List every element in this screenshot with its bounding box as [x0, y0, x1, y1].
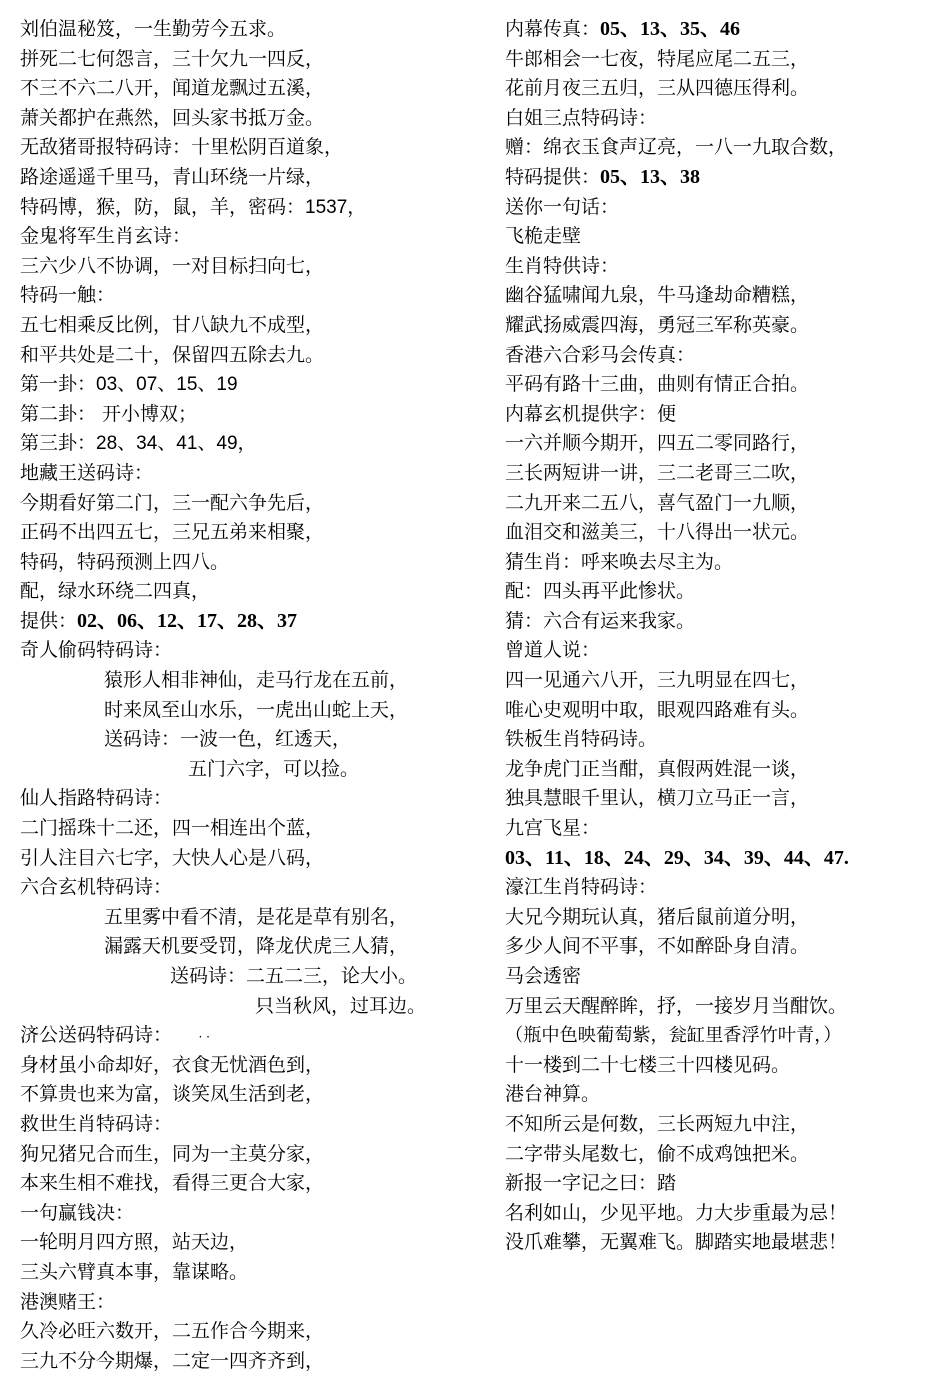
section-heading: 新报一字记之曰：踏 [505, 1172, 677, 1195]
text-line: 赠：绵衣玉食声辽亮，一八一九取合数， [505, 136, 848, 159]
text-line: （瓶中色映葡萄紫，瓮缸里香浮竹叶青，） [505, 1025, 842, 1047]
text-line: 正码不出四五七，三兄五弟来相聚， [20, 521, 325, 544]
section-heading: 内幕玄机提供字：便 [505, 402, 677, 425]
bold-number-list: 02、06、12、17、28、37 [77, 609, 298, 632]
text-line: 不三不六二八开，闻道龙飘过五溪， [20, 77, 325, 100]
right-column [505, 15, 930, 1258]
text-line: 拼死二七何怨言，三十欠九一四反， [20, 47, 325, 70]
text-line: 血泪交和滋美三，十八得出一状元。 [505, 521, 810, 544]
number-list: 28、34、41、49， [96, 433, 257, 455]
text-line: 飞桅走壁 [505, 225, 582, 248]
text-line: 不算贵也来为富，谈笑凤生活到老， [20, 1083, 325, 1106]
text-line: 路途遥遥千里马，青山环绕一片绿， [20, 165, 325, 188]
section-heading: 濠江生肖特码诗： [505, 876, 658, 899]
text-line: 只当秋风，过耳边。 [255, 994, 427, 1017]
text-line: 无敌猪哥报特码诗：十里松阴百道象， [20, 136, 344, 159]
text-line: 久冷必旺六数开，二五作合今期来， [20, 1320, 325, 1343]
text-line: 今期看好第二门，三一配六争先后， [20, 491, 325, 514]
section-heading: 曾道人说： [505, 639, 601, 662]
text-segment: 济公送码特码诗： [20, 1024, 163, 1047]
section-heading: 仙人指路特码诗： [20, 787, 173, 810]
text-line: 二九开来二五八，喜气盈门一九顺， [505, 491, 810, 514]
text-line [20, 370, 485, 400]
text-line: 万里云天醒醉眸，抒，一接岁月当酣饮。 [505, 994, 848, 1017]
section-heading [20, 1021, 485, 1051]
text-line: 三九不分今期爆，二定一四齐齐到， [20, 1349, 325, 1372]
text-line: 大兄今期玩认真，猪后鼠前道分明， [505, 905, 810, 928]
section-heading: 地藏王送码诗： [20, 461, 154, 484]
text-line: 牛郎相会一七夜，特尾应尾二五三， [505, 47, 810, 70]
text-line: 时来凤至山水乐，一虎出山蛇上天， [104, 698, 409, 721]
text-line: 漏露天机要受罚，降龙伏虎三人猜， [104, 935, 409, 958]
text-line: 猜：六合有运来我家。 [505, 609, 696, 632]
text-line: 二字带头尾数七，偷不成鸡蚀把米。 [505, 1142, 810, 1165]
text-line: 第二卦： 开小博双； [20, 402, 198, 425]
text-line: 五里雾中看不清，是花是草有别名， [104, 905, 409, 928]
text-line: 四一见通六八开，三九明显在四七， [505, 669, 810, 692]
text-line [20, 607, 485, 637]
text-line: 送码诗：一波一色，红透天， [104, 728, 352, 751]
section-heading: 生肖特供诗： [505, 254, 620, 277]
section-heading: 港澳赌王： [20, 1290, 116, 1313]
text-line: 三长两短讲一讲，三二老哥三二吹， [505, 461, 810, 484]
section-heading: 送你一句话： [505, 195, 620, 218]
section-heading [505, 15, 930, 45]
text-line: 龙争虎门正当酣，真假两姓混一谈， [505, 757, 810, 780]
text-line: 唯心史观明中取，眼观四路难有头。 [505, 698, 810, 721]
section-heading: 金鬼将军生肖玄诗： [20, 225, 192, 248]
text-line: 引人注目六七字，大快人心是八码， [20, 846, 325, 869]
text-line: 特码，特码预测上四八。 [20, 550, 230, 573]
section-heading: 奇人偷码特码诗： [20, 639, 173, 662]
text-line: 不知所云是何数，三长两短九中注， [505, 1112, 810, 1135]
text-line: 身材虽小命却好，衣食无忧酒色到， [20, 1053, 325, 1076]
text-line: 一轮明月四方照，站天边， [20, 1231, 249, 1254]
section-heading: 白姐三点特码诗： [505, 106, 658, 129]
text-line: 萧关都护在燕然，回头家书抵万金。 [20, 106, 325, 129]
text-line: 没爪难攀，无翼难飞。脚踏实地最堪悲！ [505, 1231, 848, 1254]
password-number: 1537， [305, 196, 367, 218]
text-line: 名利如山，少见平地。力大步重最为忌！ [505, 1201, 848, 1224]
text-line: 耀武扬威震四海，勇冠三军称英豪。 [505, 313, 810, 336]
text-segment: 提供： [20, 609, 78, 632]
text-line: 花前月夜三五归，三从四德压得利。 [505, 77, 810, 100]
section-heading: 特码一触： [20, 284, 116, 307]
bold-number-list: 05、13、35、46 [600, 18, 741, 40]
section-heading: 铁板生肖特码诗。 [505, 728, 658, 751]
text-line: 狗兄猪兄合而生，同为一主莫分家， [20, 1142, 325, 1165]
text-segment: 第一卦： [20, 373, 97, 396]
text-line: 猜生肖：呼来唤去尽主为。 [505, 550, 734, 573]
section-heading: 马会透密 [505, 965, 582, 987]
text-line: 和平共处是二十，保留四五除去九。 [20, 343, 325, 366]
text-line: 送码诗：二五二三，论大小。 [170, 965, 418, 987]
text-line: 五门六字，可以捡。 [188, 757, 360, 780]
text-line: 五七相乘反比例，甘八缺九不成型， [20, 313, 325, 336]
text-line: 独具慧眼千里认，横刀立马正一言， [505, 787, 810, 810]
text-segment: 第三卦： [20, 432, 97, 455]
section-heading: 香港六合彩马会传真： [505, 343, 696, 366]
text-line: 配：四头再平此惨状。 [505, 580, 696, 603]
number-list: 03、07、15、19 [96, 374, 238, 396]
text-line: 三六少八不协调，一对目标扫向七， [20, 254, 325, 277]
text-line [20, 193, 485, 223]
text-line: 三头六臂真本事，靠谋略。 [20, 1260, 249, 1283]
text-line: 本来生相不难找，看得三更合大家， [20, 1172, 325, 1195]
bold-number-list: 05、13、38 [600, 165, 701, 188]
dot-marks: · · [198, 1030, 210, 1045]
section-heading: 九宫飞星： [505, 817, 601, 840]
text-line: 刘伯温秘笈，一生勤劳今五求。 [20, 18, 287, 40]
text-line: 猿形人相非神仙，走马行龙在五前， [104, 669, 409, 692]
section-heading: 港台神算。 [505, 1083, 601, 1106]
bold-number-list: 03、11、18、24、29、34、39、44、47. [505, 846, 849, 869]
text-line: 配，绿水环绕二四真， [20, 580, 211, 603]
text-segment: 内幕传真： [505, 18, 601, 40]
left-column [20, 15, 485, 1376]
text-line: 平码有路十三曲，曲则有情正合拍。 [505, 373, 810, 396]
text-line: 一六并顺今期开，四五二零同路行， [505, 432, 810, 455]
text-line: 多少人间不平事，不如醉卧身自清。 [505, 935, 810, 958]
section-heading: 六合玄机特码诗： [20, 876, 173, 899]
section-heading: 一句赢钱决： [20, 1201, 135, 1224]
text-segment: 特码提供： [505, 165, 601, 188]
text-line [20, 429, 485, 459]
section-heading: 救世生肖特码诗： [20, 1112, 173, 1135]
text-line [505, 163, 930, 193]
text-line: 幽谷猛啸闻九泉，牛马逢劫命糟糕， [505, 284, 810, 307]
text-segment: 特码博，猴，防，鼠，羊，密码： [20, 195, 306, 218]
text-line: 十一楼到二十七楼三十四楼见码。 [505, 1053, 791, 1076]
text-line: 二门摇珠十二还，四一相连出个蓝， [20, 817, 325, 840]
